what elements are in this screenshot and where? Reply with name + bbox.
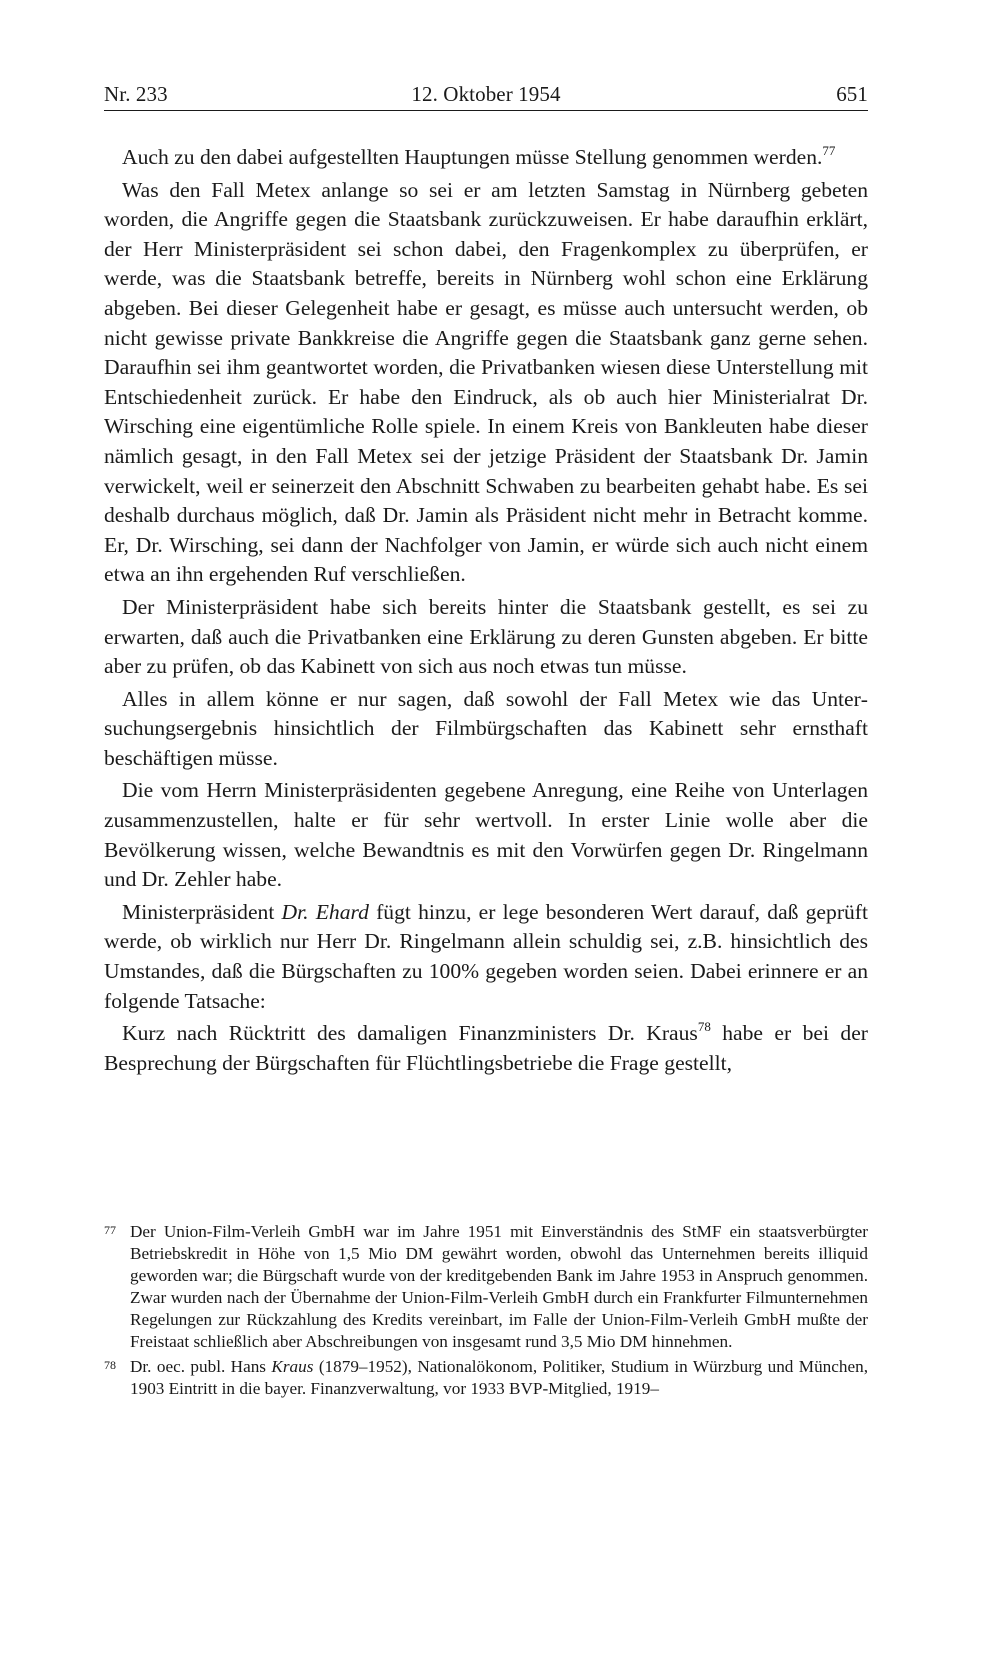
running-header xyxy=(104,80,868,111)
footnote-77 xyxy=(104,1221,868,1353)
paragraph-2: Was den Fall Metex anlange so sei er am letzten Samstag in Nürnberg gebeten worden, die Angriffe gegen die Staatsbank zurückzuweisen. Er habe daraufhin erklärt, der Herr Ministerpräsident sei schon dabei, den Fragenkomplex zu überprüfen, er werde, was die Staatsbank betreffe, bereits in Nürnberg wohl schon eine Erklärung abgeben. Bei dieser Gelegenheit habe er gesagt, es müsse auch untersucht werden, ob nicht gewisse private Bankkreise die Angriffe gegen die Staatsbank ganz gerne sehen. Daraufhin sei ihm geantwortet worden, die Privatbanken wiesen diese Unterstellung mit Entschiedenheit zurück. Er habe den Eindruck, als ob auch hier Ministerialrat Dr. Wirsching eine eigentümliche Rolle spiele. In einem Kreis von Bankleuten habe dieser nämlich gesagt, in den Fall Metex sei der jetzige Präsident der Staatsbank Dr. Jamin verwickelt, weil er seinerzeit den Abschnitt Schwaben zu bearbeiten gehabt habe. Es sei deshalb durchaus möglich, daß Dr. Jamin als Präsident nicht mehr in Betracht komme. Er, Dr. Wirsching, sei dann der Nachfolger von Jamin, er würde sich auch nicht einem etwa an ihn ergehenden Ruf verschließen. xyxy=(104,177,868,587)
footnote-text: Der Union-Film-Verleih GmbH war im Jahre 1951 mit Einverständnis des StMF ein staatsverbürgter Betriebskredit in Höhe von 1,5 Mio DM gewährt worden, obwohl das Unternehmen bereits illiquid geworden war; die Bürgschaft wurde von der kreditgebenden Bank im Jahre 1953 in Anspruch genommen. Zwar wurden nach der Übernahme der Union-Film-Verleih GmbH durch ein Frankfurter Filmunternehmen Regelungen zur Rückzahlung des Kredits vereinbart, im Falle der Union-Film-Verleih GmbH mußte der Freistaat schließlich aber Abschreibungen von insgesamt rund 3,5 Mio DM hinnehmen. xyxy=(130,1222,868,1351)
footnotes xyxy=(104,1221,868,1403)
paragraph-6: Ministerpräsident Dr. Ehard fügt hinzu, er lege besonderen Wert darauf, daß geprüft werde, ob wirklich nur Herr Dr. Ringelmann allein schuldig sei, z.B. hinsichtlich des Umstandes, daß die Bürgschaften zu 100% gegeben worden seien. Dabei erinnere er an folgende Tatsache: xyxy=(104,899,868,1013)
speaker-name: Dr. Ehard xyxy=(281,899,369,924)
footnote-ref-78[interactable]: 78 xyxy=(697,1019,711,1035)
body-text xyxy=(104,143,868,1078)
footnote-number: 78 xyxy=(104,1358,116,1372)
document-page xyxy=(104,80,868,1078)
page-number: 651 xyxy=(836,82,868,106)
footnote-78: 78 Dr. oec. publ. Hans Kraus (1879–1952), Nationalökonom, Politiker, Studium in Würzburg und München, 1903 Eintritt in die bayer. Finanzverwaltung, vor 1933 BVP-Mitglied, 1919– xyxy=(104,1357,869,1398)
footnote-ref-77[interactable]: 77 xyxy=(822,143,836,158)
paragraph-5: Die vom Herrn Ministerpräsidenten gegebene Anregung, eine Reihe von Unterlagen zusammenzustellen, halte er für sehr wertvoll. In erster Linie wolle aber die Bevölkerung wissen, welche Bewandtnis es mit den Vorwürfen gegen Dr. Ringelmann und Dr. Zehler habe. xyxy=(104,778,868,892)
paragraph-1: Auch zu den dabei aufgestellten Hauptungen müsse Stellung genommen werden.$^{77}$ xyxy=(122,143,836,169)
document-number: Nr. 233 xyxy=(104,82,168,106)
paragraph-4: Alles in allem könne er nur sagen, daß sowohl der Fall Metex wie das Untersuchungsergebnis hinsichtlich der Filmbürgschaften das Kabinett sehr ernsthaft beschäftigen müsse. xyxy=(104,686,868,770)
person-name: Kraus xyxy=(271,1357,314,1376)
paragraph-3: Der Ministerpräsident habe sich bereits hinter die Staatsbank gestellt, es sei zu erwarten, daß auch die Privatbanken eine Erklärung zu deren Gunsten abgeben. Er bitte aber zu prüfen, ob das Kabinett von sich aus noch etwas tun müsse. xyxy=(104,594,868,679)
footnote-number: 77 xyxy=(104,1223,116,1237)
paragraph-7: Kurz nach Rücktritt des damaligen Finanzministers Dr. Kraus$^{78}$ habe er bei der Besprechung der Bürgschaften für Flüchtlingsbetriebe die Frage gestellt, xyxy=(104,1019,868,1075)
document-date: 12. Oktober 1954 xyxy=(411,82,561,106)
